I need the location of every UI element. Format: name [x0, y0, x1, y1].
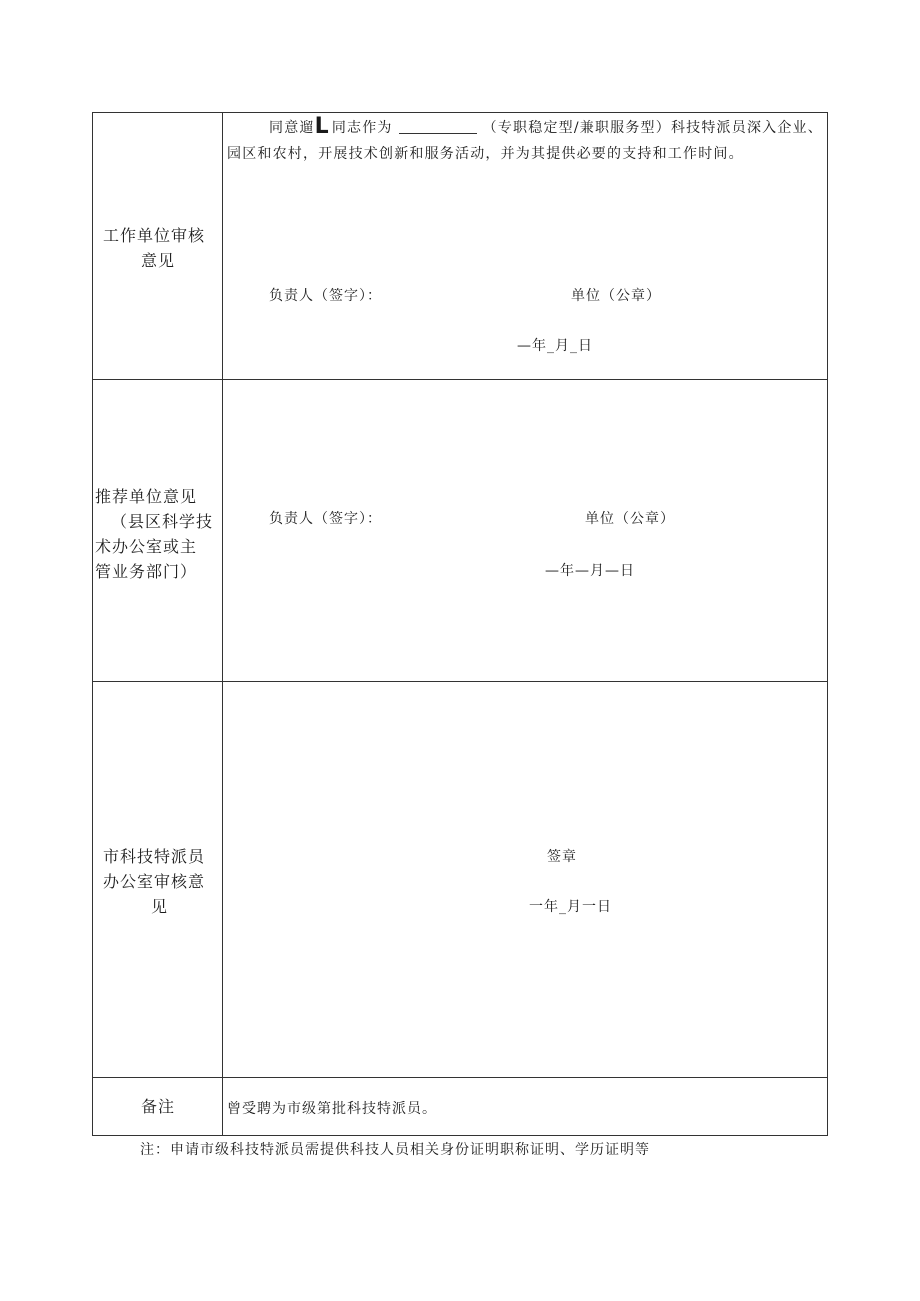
consent-text-start: 同意遛: [269, 120, 315, 136]
recommending-unit-content-cell: [223, 380, 827, 681]
recommending-unit-label-line4: 管业务部门）: [95, 562, 198, 581]
work-unit-review-row: [93, 113, 827, 380]
recommending-unit-label-line2: （县区科学技: [111, 512, 214, 531]
work-unit-review-label-line1: 工作单位审核: [103, 226, 206, 245]
work-unit-stamp-label: 单位（公章）: [571, 288, 661, 304]
recommending-unit-date-line: —年—月—日: [545, 563, 635, 579]
recommending-unit-signer-label: 负责人（签字）：: [269, 511, 382, 527]
work-unit-review-label-line2: 意见: [141, 251, 176, 270]
role-blank-line: [399, 119, 477, 134]
remarks-label-cell: [93, 1078, 223, 1135]
recommending-unit-stamp-label: 单位（公章）: [585, 511, 675, 527]
consent-text-end: （专职稳定型/兼职服务型）科技特派员深入企业、园区和农村，开展技术创新和服务活动，并为其提供必要的支持和工作时间。: [227, 120, 823, 162]
review-form-table: [92, 112, 828, 1136]
remarks-row: [93, 1078, 827, 1135]
city-office-date-line: 一年_月一日: [529, 899, 612, 915]
city-office-review-label-cell: [93, 682, 223, 1077]
form-footnote: 注：申请市级科技特派员需提供科技人员相关身份证明职称证明、学历证明等: [140, 1142, 650, 1158]
city-office-review-content-cell: [223, 682, 827, 1077]
remarks-text: 曾受聘为市级第批科技特派员。: [227, 1101, 437, 1117]
work-unit-consent-paragraph: [227, 115, 823, 167]
city-office-review-label-line1: 市科技特派员: [103, 847, 206, 866]
remarks-label: 备注: [141, 1097, 176, 1116]
recommending-unit-label-cell: [93, 380, 223, 681]
consent-text-mid: 同志作为: [331, 120, 393, 136]
handwritten-mark: L: [314, 114, 330, 139]
recommending-unit-label-line3: 术办公室或主: [95, 537, 198, 556]
recommending-unit-label-line1: 推荐单位意见: [95, 487, 198, 506]
work-unit-review-content-cell: [223, 113, 827, 379]
city-office-review-label-line2: 办公室审核意: [103, 872, 206, 891]
city-office-review-label-line3: 见: [151, 897, 169, 916]
city-office-review-row: [93, 682, 827, 1078]
remarks-content-cell: [223, 1078, 827, 1135]
work-unit-date-line: —年_月_日: [517, 338, 593, 354]
city-office-stamp-label: 签章: [547, 849, 577, 865]
recommending-unit-row: [93, 380, 827, 682]
work-unit-signer-label: 负责人（签字）：: [269, 288, 382, 304]
work-unit-review-label-cell: [93, 113, 223, 379]
